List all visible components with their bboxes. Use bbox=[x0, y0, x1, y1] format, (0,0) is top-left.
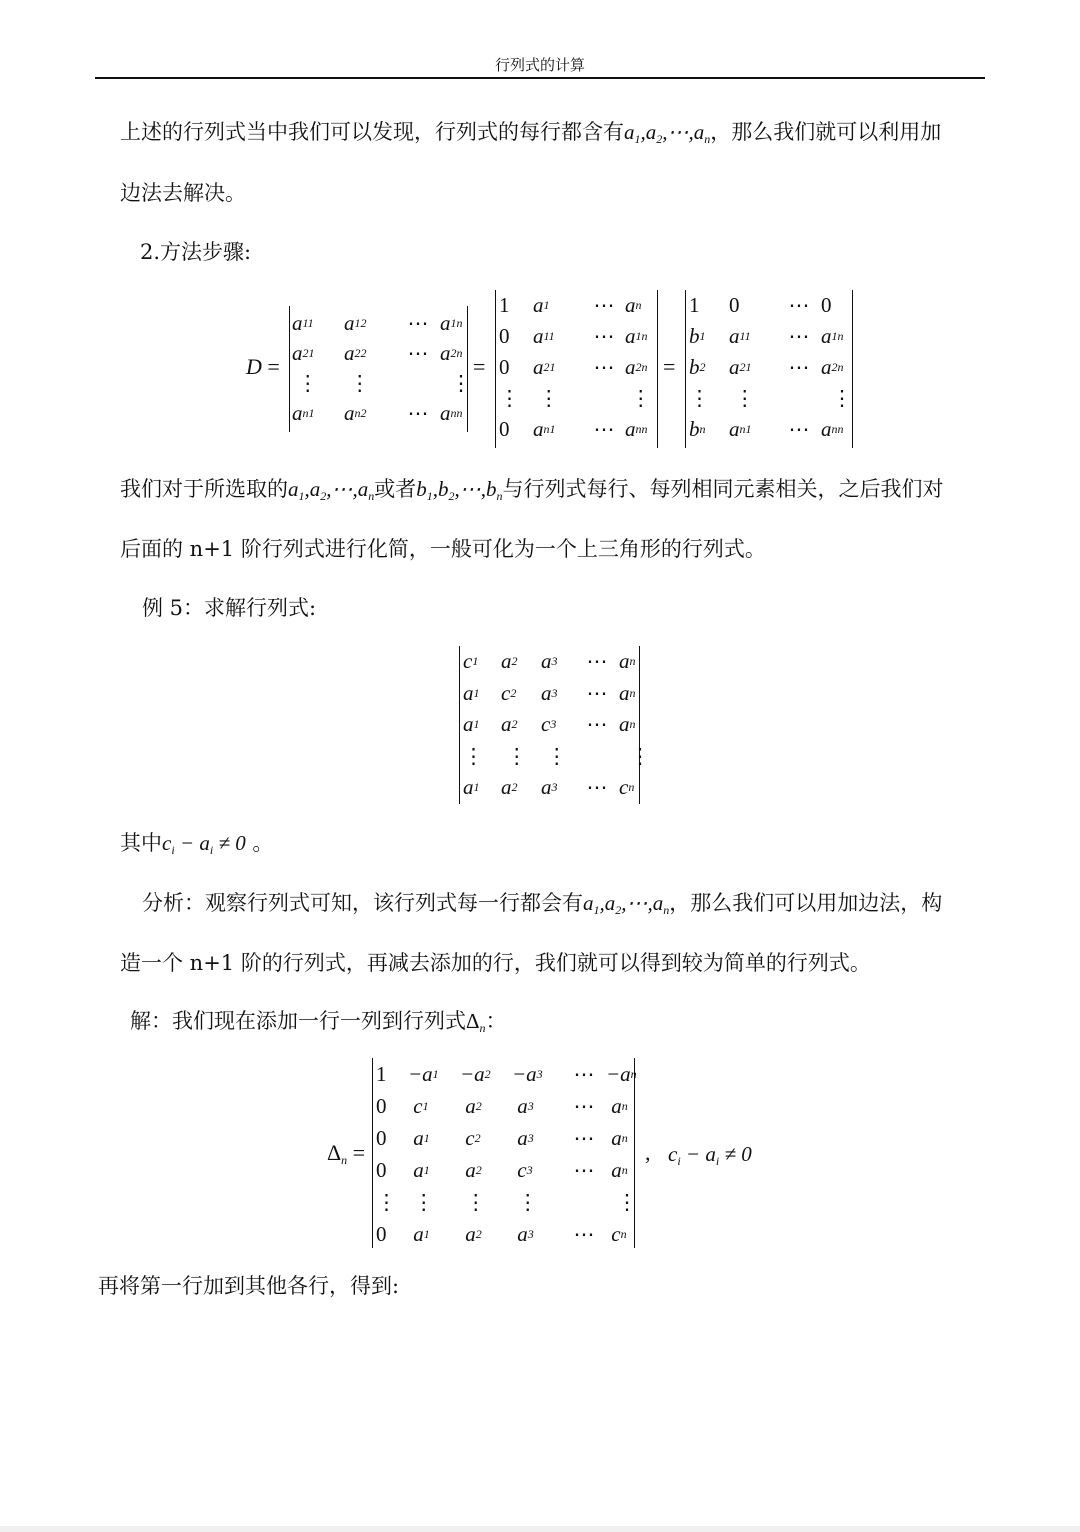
analysis-line-1: 分析：观察行列式可知，该行列式每一行都会有$a_1,a_2,\cdots,a_n$，那么我们可以用加边法，构 bbox=[142, 891, 943, 917]
page-bottom-strip bbox=[0, 1526, 1080, 1532]
final-line: 再将第一行加到其他各行，得到: bbox=[98, 1274, 400, 1298]
paragraph-1-line-1: 上述的行列式当中我们可以发现，行列式的每行都含有$a_1,a_2,\cdots,a_n$，那么我们就可以利用加 bbox=[120, 120, 942, 146]
paragraph-2-line-1: 我们对于所选取的$a_1,a_2,\cdots,a_n$或者$b_1,b_2,\cdots,b_n$与行列式每行、每列相同元素相关，之后我们对 bbox=[120, 477, 944, 503]
b-sequence: $b_1,b_2,\cdots,b_n$ bbox=[416, 477, 503, 503]
matrix-d: a 11 a 12 ⋯ a 1n a 21 a 22 ⋯ a 2n ⋮ ⋮ ⋮ a n1 a n2 ⋯ a nn bbox=[292, 310, 472, 425]
delta-label: $\Delta_n$ = bbox=[327, 1140, 366, 1167]
d-label: D = bbox=[246, 354, 280, 379]
a-sequence: $a_1,a_2,\cdots,a_n$ bbox=[624, 120, 711, 146]
running-header: 行列式的计算 bbox=[494, 56, 585, 74]
section-heading: 2.方法步骤: bbox=[140, 240, 252, 264]
delta-condition: $c_i - a_i \ne 0$ bbox=[668, 1142, 752, 1168]
condition-line: 其中$c_i - a_i \ne 0$ 。 bbox=[120, 831, 274, 857]
paragraph-2-line-2: 后面的 n+1 阶行列式进行化简，一般可化为一个上三角形的行列式。 bbox=[120, 537, 766, 561]
header-rule bbox=[95, 77, 985, 79]
matrix-bordered-a: 1 a 1 ⋯ a n 0 a 11 ⋯ a 1n 0 a 21 ⋯ a 2n ⋮ ⋮ ⋮ 0 a n1 ⋯ a nn bbox=[499, 293, 652, 441]
solution-line: 解：我们现在添加一行一列到行列式$\Delta_n$： bbox=[130, 1009, 507, 1035]
example-heading: 例 5：求解行列式: bbox=[142, 596, 317, 620]
matrix-bordered-b: 1 0 ⋯ 0 b 1 a 11 ⋯ a 1n b 2 a 21 ⋯ a 2n ⋮ ⋮ ⋮ b n a n1 ⋯ a nn bbox=[689, 293, 853, 441]
analysis-line-2: 造一个 n+1 阶的行列式，再减去添加的行，我们就可以得到较为简单的行列式。 bbox=[120, 951, 871, 975]
paragraph-1-line-2: 边法去解决。 bbox=[120, 181, 246, 205]
